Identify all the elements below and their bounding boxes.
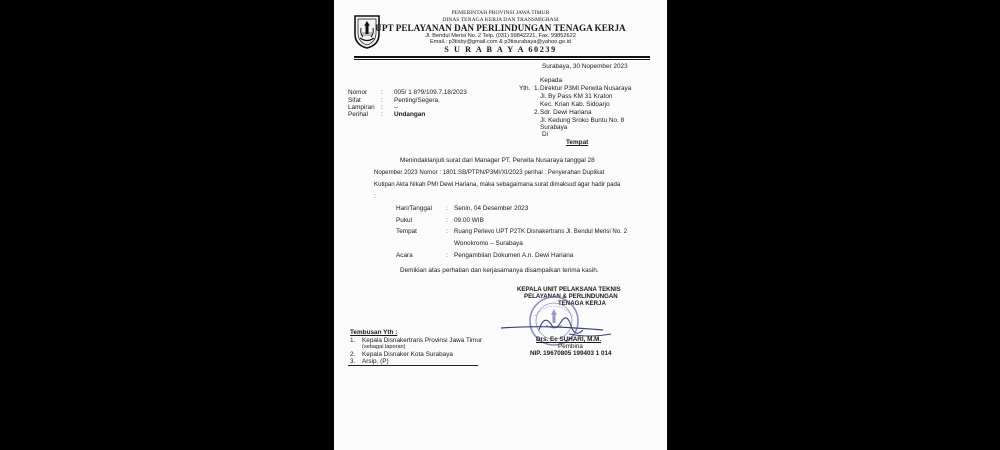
letter-page	[334, 0, 667, 450]
tembusan-item-2: Kepala Disnaker Kota Surabaya	[362, 351, 453, 358]
perihal-colon: :	[381, 111, 383, 118]
sifat-value: Penting/Segera.	[394, 97, 440, 104]
perihal-label: Perihal	[348, 111, 368, 118]
detail-colon-place: :	[446, 228, 448, 235]
detail-value-event: Pengambilan Dokumen A.n. Dewi Hariana	[454, 252, 574, 259]
detail-label-time: Pukul	[396, 217, 412, 224]
nomor-colon: :	[381, 89, 383, 96]
detail-label-date: Hari/Tanggal	[396, 205, 432, 212]
signature-title-2: PELAYANAN & PERLINDUNGAN	[524, 293, 618, 300]
signature-title-1: KEPALA UNIT PELAKSANA TEKNIS	[517, 286, 621, 293]
detail-value-place-2: Wonokromo – Surabaya	[454, 240, 523, 247]
letterhead-city: S U R A B A Y A 60239	[444, 45, 557, 54]
perihal-value: Undangan	[394, 111, 426, 118]
detail-colon-date: :	[446, 205, 448, 212]
signer-rank: Pembina	[558, 343, 583, 350]
tembusan-item-3: Arsip. (P)	[362, 358, 389, 365]
detail-label-place: Tempat	[396, 228, 417, 235]
recipient-yth: Yth.	[519, 85, 531, 92]
recipient-label: Kepada	[540, 77, 563, 84]
body-line-2: Nopember 2023 Nomor : 1801.SB/PTPN/P3MI/XI/2023 perihal : Penyerahan Duplikat	[374, 169, 605, 176]
sifat-colon: :	[381, 97, 383, 104]
letterhead-divider-thick	[354, 56, 650, 58]
tembusan-item-1: Kepala Disnakertrans Provinsi Jawa Timur	[362, 337, 483, 344]
recipient-di: Di	[542, 131, 549, 138]
lampiran-value: --	[394, 104, 399, 111]
recipient-1-line-2: Jl. By Pass KM 31 Kraton	[540, 93, 613, 100]
nomor-value: 005/ 1 8?9/109.7.18/2023	[394, 89, 467, 96]
letterhead-unit: UPT PELAYANAN DAN PERLINDUNGAN TENAGA KERJA	[375, 23, 626, 33]
letterhead-divider-thin	[354, 59, 650, 60]
signer-name: Drs. Ec SUHARI, M.M.	[536, 336, 602, 343]
tembusan-num-1: 1.	[350, 337, 356, 344]
tembusan-item-1-note: (sebagai laporan)	[362, 344, 406, 350]
letterhead-province: PEMERINTAH PROVINSI JAWA TIMUR	[451, 10, 550, 16]
recipient-1-line-1: Direktur P3MI Perwita Nusaraya	[540, 85, 632, 92]
signer-nip: NIP. 19670805 199403 1 014	[530, 350, 612, 357]
detail-colon-event: :	[446, 252, 448, 259]
tembusan-num-2: 2.	[350, 351, 356, 358]
recipient-1-line-3: Kec. Krian Kab. Sidoarjo	[540, 101, 610, 108]
body-line-3: Kutipan Akta Nikah PMI Dewi Hariana, maka sebagaimana surat dimaksud agar hadir pada	[374, 181, 621, 188]
recipient-number-2: 2.	[534, 109, 540, 116]
recipient-tempat: Tempat	[566, 139, 589, 146]
tembusan-num-3: 3.	[350, 358, 356, 365]
detail-colon-time: :	[446, 217, 448, 224]
recipient-2-line-2: Jl. Kedung Sroko Buntu No. 8	[540, 117, 625, 124]
letter-date: Surabaya, 30 Nopember 2023	[542, 63, 628, 70]
tembusan-underline	[348, 365, 478, 366]
recipient-2-line-3: Surabaya	[540, 124, 568, 131]
recipient-number-1: 1.	[534, 85, 540, 92]
lampiran-label: Lampiran	[348, 104, 375, 111]
nomor-label: Nomor	[348, 89, 368, 96]
sifat-label: Sifat	[348, 97, 361, 104]
body-line-1: Menindaklanjuti surat dari Manager PT. Perwita Nusaraya tanggal 28	[400, 157, 595, 164]
letterhead-department: DINAS TENAGA KERJA DAN TRANSMIGRASI	[442, 17, 559, 23]
lampiran-colon: :	[381, 104, 383, 111]
letterhead-address: Jl. Bendul Merisi No. 2 Telp. (031) 99842221, Fax. 99852622	[425, 33, 576, 39]
recipient-2-line-1: Sdr. Dewi Hariana	[540, 109, 592, 116]
signature-title-3: TENAGA KERJA	[558, 300, 606, 307]
detail-value-date: Senin, 04 Desember 2023	[454, 205, 529, 212]
detail-value-place: Ruang Perlevo UPT P2TK Disnakertrans Jl. Bendul Merisi No. 2	[454, 228, 627, 235]
letterhead-email: Email.: p3tisby@gmail.com & p3tisurabaya@yahoo.go.id	[429, 39, 571, 45]
detail-label-event: Acara	[396, 252, 413, 259]
detail-value-time: 09.00 WIB	[454, 217, 484, 224]
closing-text: Demikian atas perhatian dan kerjasamanya disampaikan terima kasih.	[400, 267, 599, 274]
body-line-4: :	[374, 193, 376, 200]
tembusan-title: Tembusan Yth :	[350, 329, 398, 336]
